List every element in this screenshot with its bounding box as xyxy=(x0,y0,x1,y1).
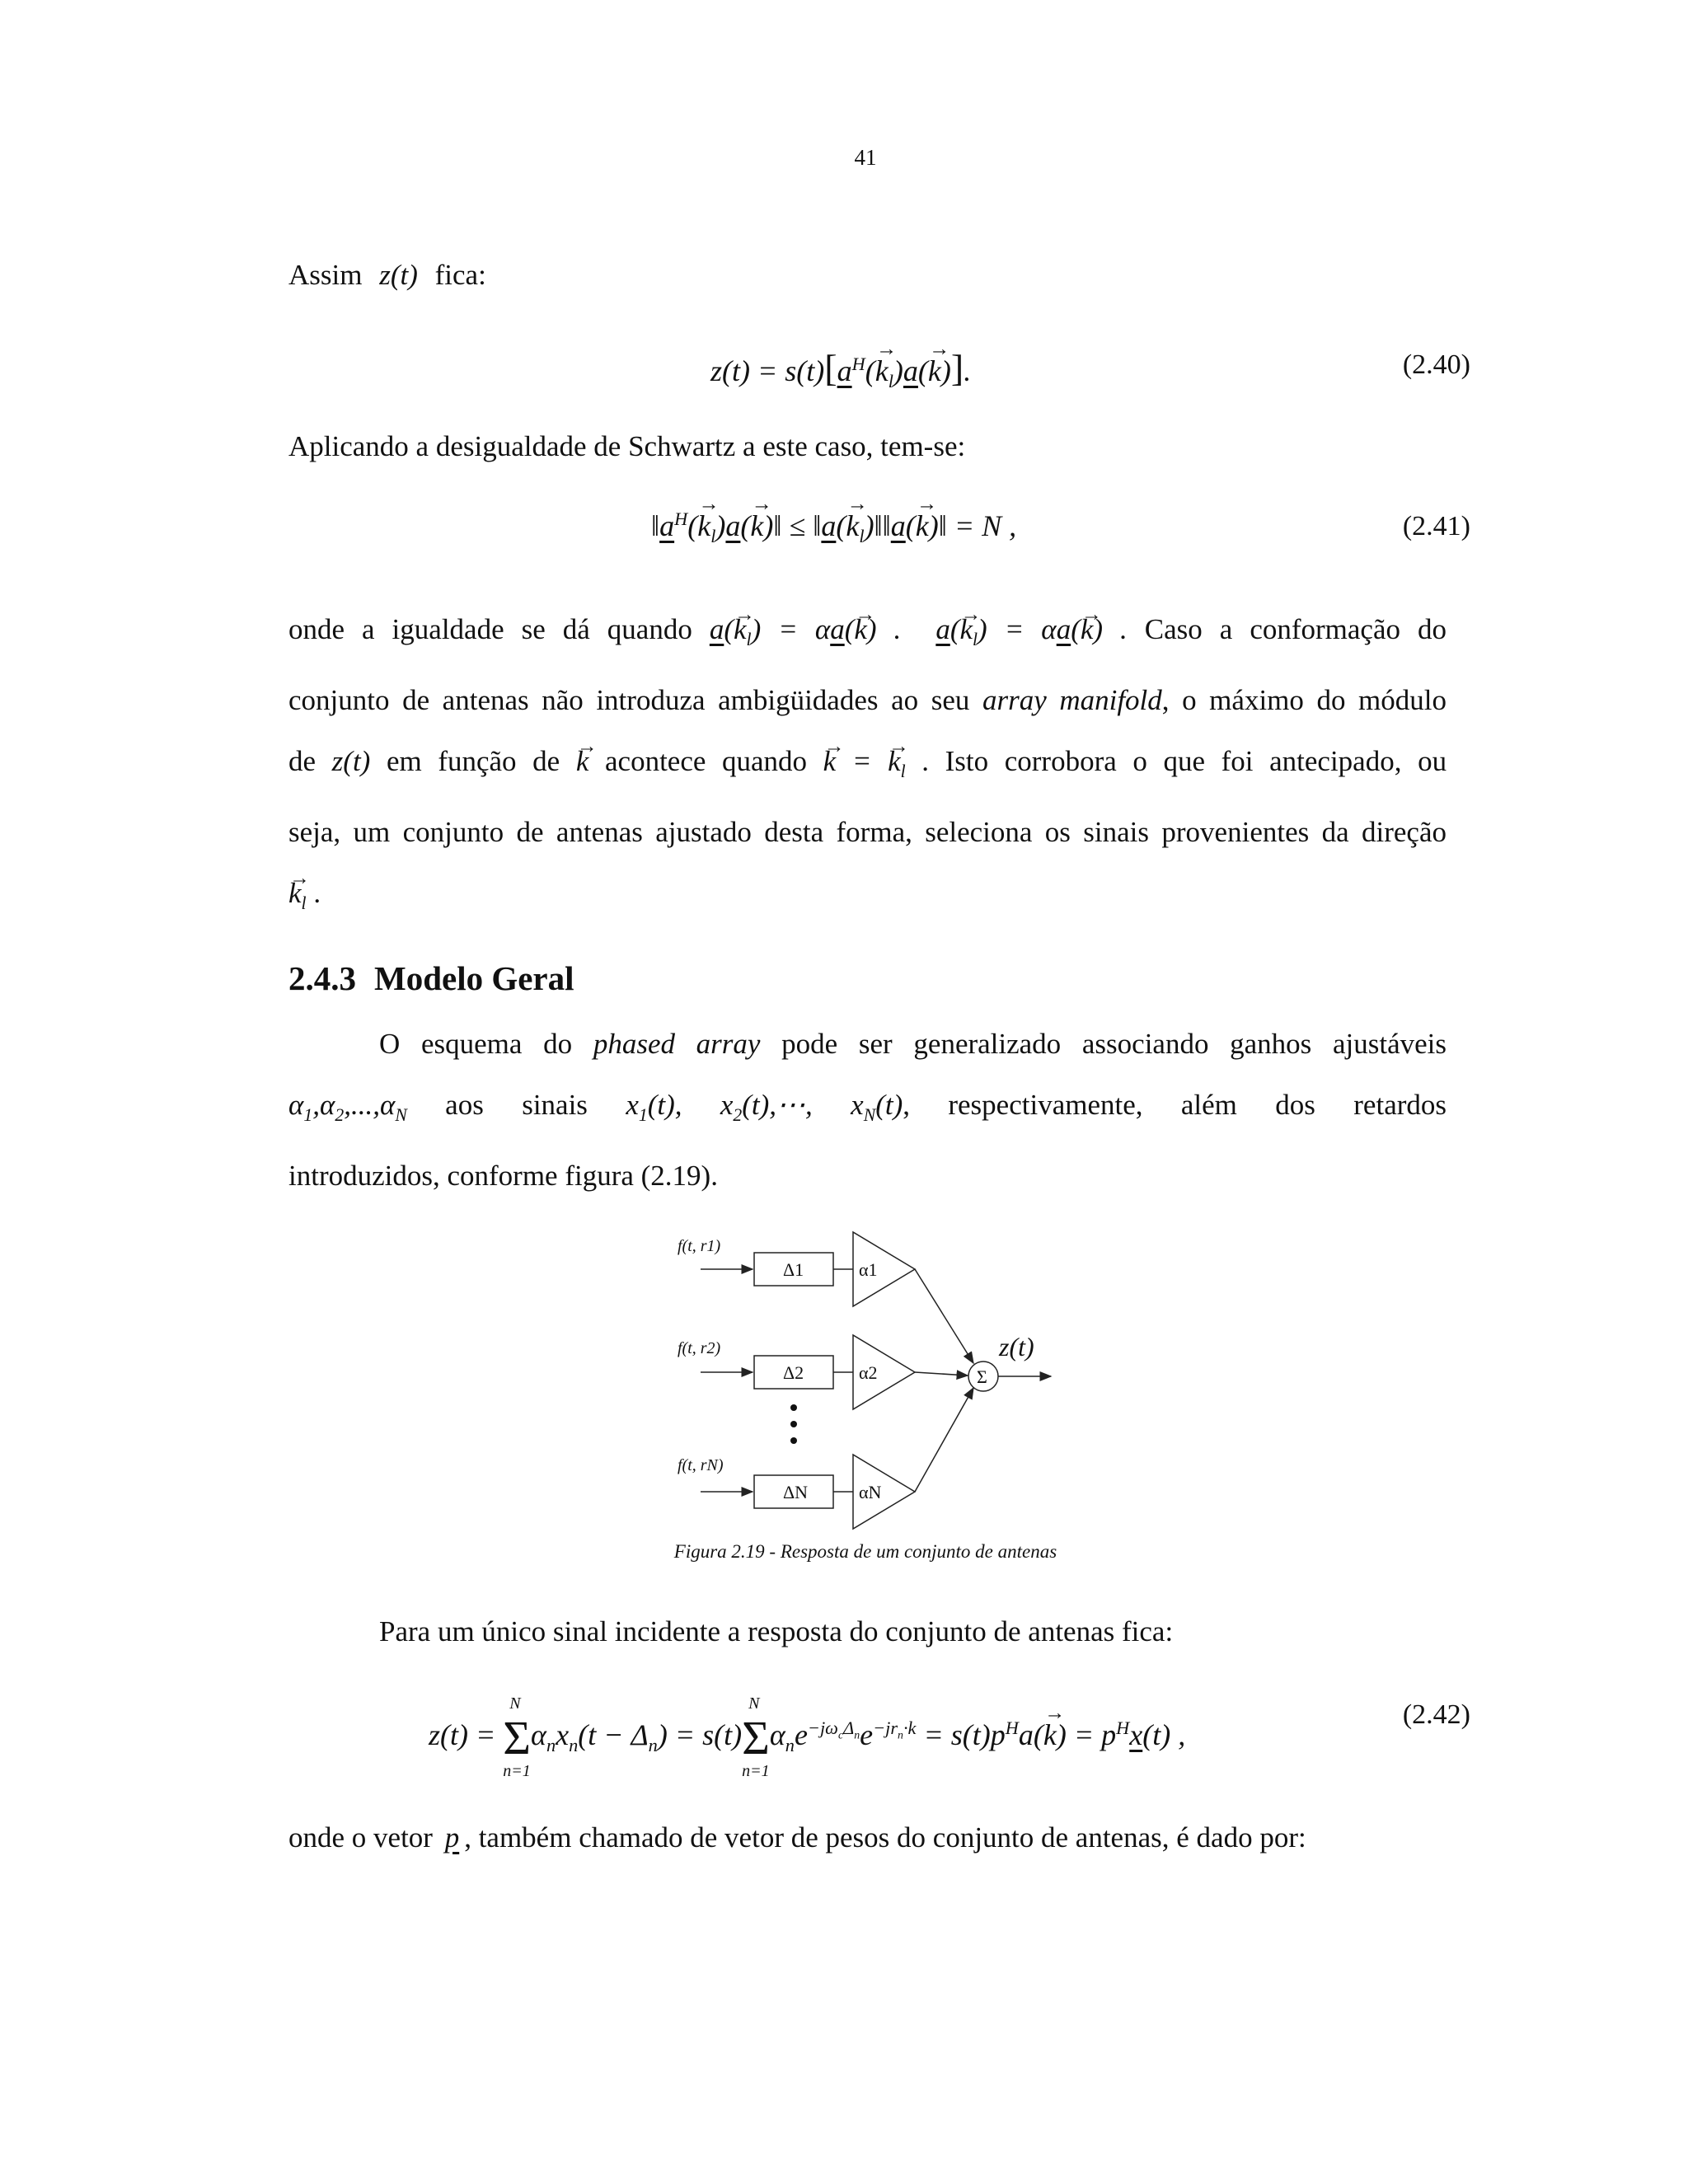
intro-suffix: fica: xyxy=(434,259,486,291)
paragraph-general-model xyxy=(288,1014,1447,1207)
section-heading xyxy=(288,958,574,998)
text-span: Caso a conformação do xyxy=(1144,613,1447,645)
text-span: de xyxy=(288,745,316,777)
paragraph-line xyxy=(288,670,1447,731)
text-span: aos sinais xyxy=(445,1089,588,1121)
ellipsis-dot xyxy=(790,1437,797,1444)
page-number: 41 xyxy=(854,145,877,170)
inline-math: $a(\to k_l) = \alpha a(\to k)$ . $a(\to k_l) = \alpha a(\to k)$ . xyxy=(710,613,1128,645)
input-label-2: f(t, r2) xyxy=(678,1339,721,1357)
inline-math: → k xyxy=(576,745,589,777)
inline-math: p xyxy=(444,1821,460,1854)
section-title: Modelo Geral xyxy=(374,959,574,997)
paragraph-line xyxy=(288,599,1447,670)
delay-label-n: ΔN xyxy=(783,1482,809,1502)
array-manifold-term: array manifold xyxy=(982,684,1162,716)
text-span: acontece quando xyxy=(605,745,808,777)
equation-2-40: $z(t) = s(t)[a^H(\to k_l)a(\to k)]$. xyxy=(710,346,971,392)
paragraph-line xyxy=(288,1014,1447,1075)
text-span: , o máximo do módulo xyxy=(1161,684,1447,716)
input-label-n: f(t, rN) xyxy=(678,1456,724,1474)
inline-math: $x_1(t)$, $x_2(t),\cdots$, $x_N(t)$ xyxy=(626,1089,903,1125)
summer-input-2 xyxy=(915,1372,968,1376)
equation-2-41: $‖a^H(\to k_l)a(\to$ k)‖ ≤ ‖a(→ $k_l)‖‖a(\to$ k)‖ = N , xyxy=(651,509,1016,547)
paragraph-line: introduzidos, conforme figura (2.19). xyxy=(288,1160,718,1192)
paragraph-line xyxy=(288,731,1447,802)
equation-2-42: z(t) = N n=1 $\Sigma\alpha_nx_n(t - \Delta_n) = s(t)$ N n=1 $\Sigma\alpha_ne^{-j\omega_c\Delta_n}e^{-jr_n\cdot k} = s(t)p^Ha(\to k) = p^Hx(t)$ , xyxy=(429,1710,1185,1765)
intro-prefix: Assim xyxy=(288,259,363,291)
text-span: , respectivamente, além dos retardos xyxy=(903,1089,1447,1121)
paragraph-single-signal: Para um único sinal incidente a resposta do conjunto de antenas fica: xyxy=(379,1615,1174,1647)
paragraph-line: → $k_l$ . xyxy=(288,863,1447,934)
paragraph-line xyxy=(288,1075,1447,1146)
section-number: 2.4.3 xyxy=(288,959,356,997)
inline-math: → k = → $k_l$ xyxy=(823,745,906,777)
gain-label-1: α1 xyxy=(859,1259,878,1280)
equation-number-2-41: (2.41) xyxy=(1402,511,1470,541)
delay-label-1: Δ1 xyxy=(783,1259,804,1280)
input-label-1: f(t, r1) xyxy=(678,1237,721,1255)
text-span: conjunto de antenas não introduza ambigüidades ao seu xyxy=(288,684,970,716)
text-span: , também chamado de vetor de pesos do conjunto de antenas, é dado por: xyxy=(464,1821,1306,1854)
phased-array-term: phased array xyxy=(593,1028,761,1060)
antenna-array-diagram xyxy=(668,1220,1096,1533)
paragraph-line: seja, um conjunto de antenas ajustado desta forma, seleciona os sinais provenientes da direção xyxy=(288,816,1447,848)
paragraph-equality xyxy=(288,599,1447,934)
text-span: . Isto corrobora o que foi antecipado, ou xyxy=(921,745,1447,777)
text-span: onde o vetor xyxy=(288,1821,433,1854)
intro-variable: z(t) xyxy=(379,259,418,291)
gain-label-2: α2 xyxy=(859,1362,878,1383)
gain-label-n: αN xyxy=(859,1482,882,1502)
text-span: O esquema do xyxy=(379,1028,573,1060)
summer-input-1 xyxy=(915,1269,973,1363)
delay-label-2: Δ2 xyxy=(783,1362,804,1383)
text-span: pode ser generalizado associando ganhos ajustáveis xyxy=(781,1028,1447,1060)
ellipsis-dot xyxy=(790,1404,797,1411)
text-span: em função de xyxy=(386,745,560,777)
output-label: z(t) xyxy=(999,1332,1034,1361)
summer-input-n xyxy=(915,1388,973,1492)
equation-number-2-40: (2.40) xyxy=(1402,349,1470,380)
text-span: onde a igualdade se dá quando xyxy=(288,613,692,645)
ellipsis-dot xyxy=(790,1421,797,1427)
equation-number-2-42: (2.42) xyxy=(1402,1699,1470,1730)
sum-symbol: Σ xyxy=(977,1366,987,1387)
inline-math: $\alpha_1,\alpha_2,...,\alpha_N$ xyxy=(288,1089,407,1125)
inline-math: z(t) xyxy=(331,745,371,777)
paragraph-weight-vector xyxy=(288,1807,1447,1868)
figure-caption: Figura 2.19 - Resposta de um conjunto de antenas xyxy=(673,1541,1057,1562)
schwartz-text: Aplicando a desigualdade de Schwartz a este caso, tem-se: xyxy=(288,430,966,462)
intro-line xyxy=(288,245,1447,306)
